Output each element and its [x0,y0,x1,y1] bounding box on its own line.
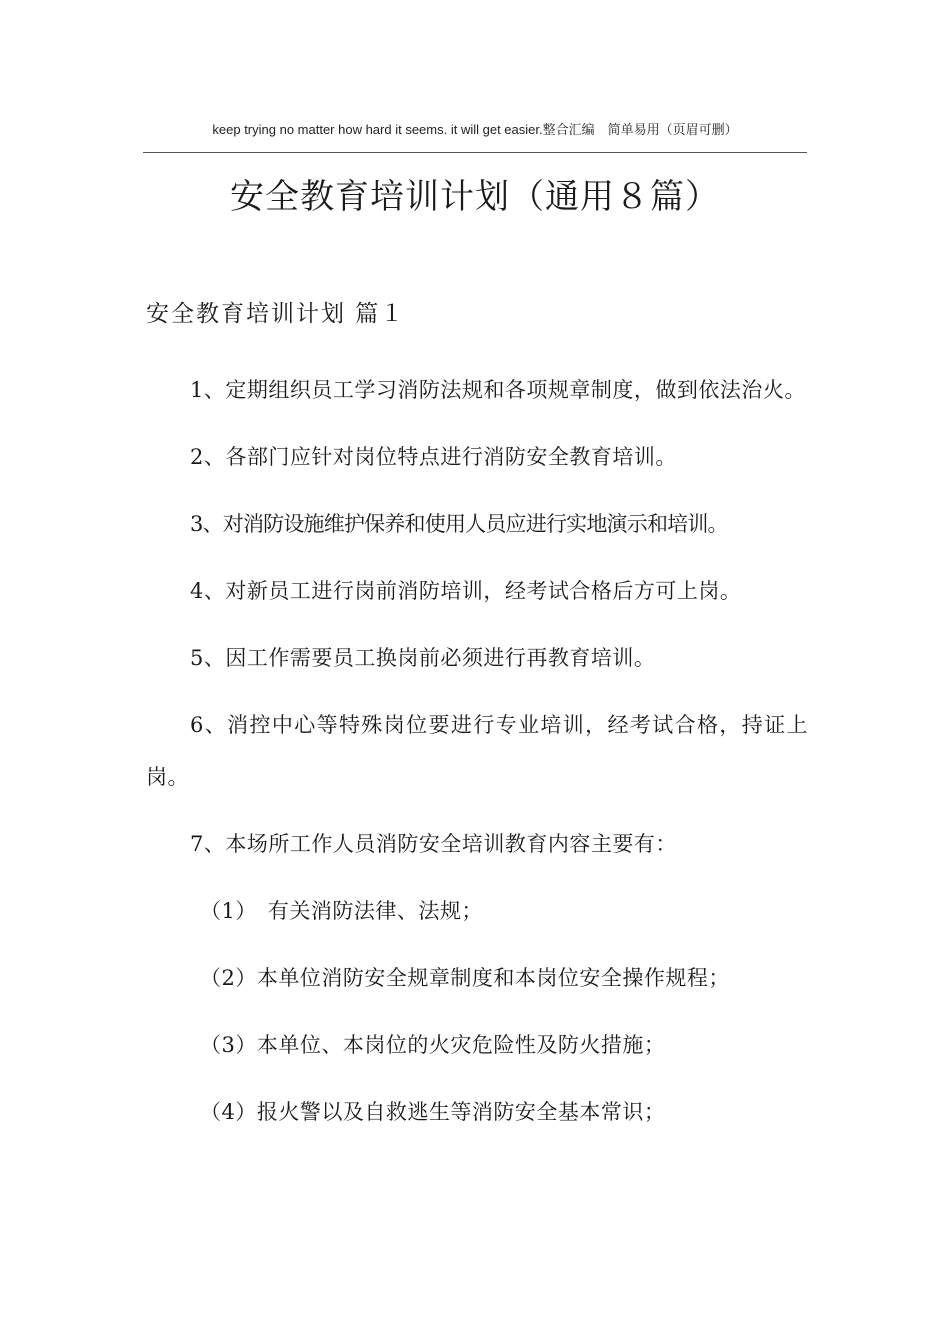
list-item-1: （1） 有关消防法律、法规； [200,899,483,923]
page-header: keep trying no matter how hard it seems. it will get easier.整合汇编 简单易用（页眉可删） [212,122,738,137]
section-title: 安全教育培训计划 篇１ [146,301,406,327]
header-divider [143,152,807,153]
paragraph-2: 2、各部门应针对岗位特点进行消防安全教育培训。 [190,445,677,469]
list-item-4: （4）报火警以及自救逃生等消防安全基本常识； [200,1100,666,1124]
paragraph-6: 6、消控中心等特殊岗位要进行专业培训，经考试合格，持证上岗。 [146,713,808,789]
document-body [146,364,808,1153]
paragraph-7: 7、本场所工作人员消防安全培训教育内容主要有： [190,832,677,856]
paragraph-4: 4、对新员工进行岗前消防培训，经考试合格后方可上岗。 [190,579,742,603]
document-title: 安全教育培训计划（通用８篇） [230,177,720,217]
list-item-3: （3）本单位、本岗位的火灾危险性及防火措施； [200,1033,666,1057]
paragraph-3: 3、对消防设施维护保养和使用人员应进行实地演示和培训。 [190,512,728,536]
paragraph-5: 5、因工作需要员工换岗前必须进行再教育培训。 [190,646,656,670]
paragraph-1: 1、定期组织员工学习消防法规和各项规章制度，做到依法治火。 [190,378,806,402]
list-item-2: （2）本单位消防安全规章制度和本岗位安全操作规程； [200,966,730,990]
